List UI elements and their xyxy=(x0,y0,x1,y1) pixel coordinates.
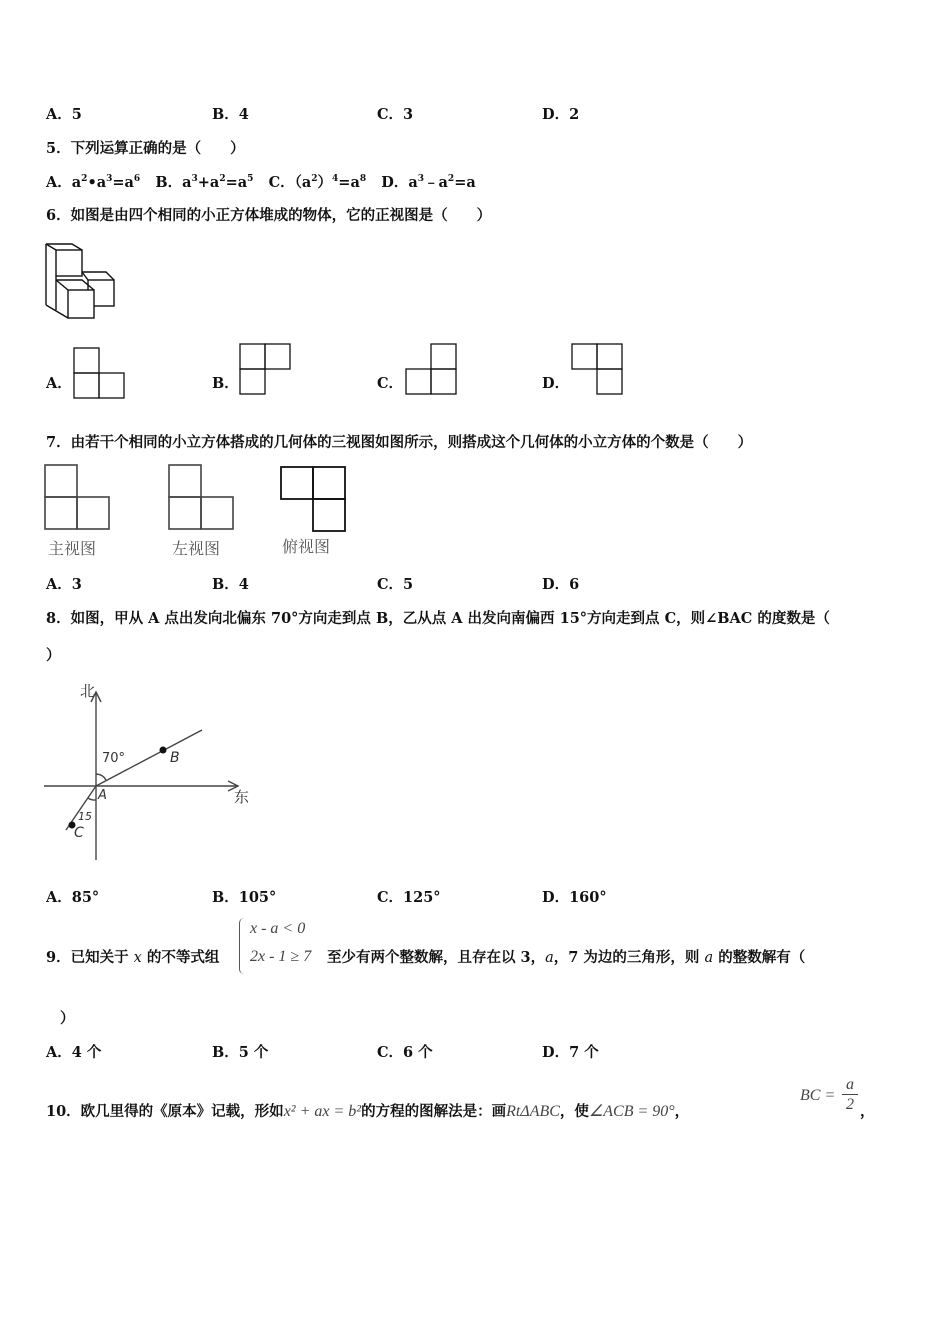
q5-option-c-label: C． xyxy=(268,174,295,191)
q6-option-d-label: D． xyxy=(542,375,570,392)
q10-end-comma: ， xyxy=(860,1103,875,1120)
q4-option-b: B．4 xyxy=(212,106,249,123)
point-a-label: A xyxy=(98,788,107,803)
q9-option-d: D．7 个 xyxy=(542,1044,599,1061)
q7-top-view-label: 俯视图 xyxy=(282,537,331,556)
q7-option-c: C．5 xyxy=(377,576,414,593)
q6-option-b-label: B． xyxy=(212,375,239,392)
q5-option-a: $a^2•a^3=a^6$ xyxy=(71,174,141,191)
q6-option-a-figure xyxy=(72,346,128,400)
q4-option-d: D．2 xyxy=(542,106,580,123)
q4-option-c: C．3 xyxy=(377,106,414,123)
q9-option-b: B．5 个 xyxy=(212,1044,269,1061)
q7-left-view-label: 左视图 xyxy=(172,539,221,558)
q6-option-a-label: A． xyxy=(46,375,72,392)
q5-options xyxy=(46,171,476,192)
q8-stem: 8．如图，甲从 A 点出发向北偏东 70°方向走到点 B，乙从点 A 出发向南偏西 15°方向走到点 C，则∠BAC 的度数是（ xyxy=(46,610,830,627)
q5-option-d-label: D． xyxy=(381,174,409,191)
q10-equation: x² + ax = b² xyxy=(283,1103,362,1120)
q9-inequality-2: 2x - 1 ≥ 7 xyxy=(250,948,312,965)
q9-option-c: C．6 个 xyxy=(377,1044,433,1061)
q9-option-a: A．4 个 xyxy=(46,1044,102,1061)
q7-top-view xyxy=(278,464,350,536)
q5-option-a-label: A． xyxy=(46,174,72,191)
q9-stem-continued: ） xyxy=(60,1010,75,1027)
q9-stem-end: 至少有两个整数解，且存在以 3，a，7 为边的三角形，则 a 的整数解有（ xyxy=(327,949,806,966)
q5-stem: 5．下列运算正确的是（ ） xyxy=(46,140,245,157)
q7-option-a: A．3 xyxy=(46,576,82,593)
q8-option-a: A．85° xyxy=(46,889,100,906)
q10-bc-label: BC = xyxy=(800,1087,836,1104)
angle-15-arc xyxy=(88,798,96,800)
q6-option-d-figure xyxy=(570,342,626,396)
q5-option-b: $a^3+a^2=a^5$ xyxy=(182,174,254,191)
point-b xyxy=(160,747,167,754)
q8-option-d: D．160° xyxy=(542,889,607,906)
q5-option-c: $(a^2)^4=a^8$ xyxy=(294,174,367,191)
q9-var-x: x xyxy=(133,950,142,966)
q4-option-a: A．5 xyxy=(46,106,82,123)
q7-option-d: D．6 xyxy=(542,576,580,593)
q7-option-b: B．4 xyxy=(212,576,249,593)
q8-direction-figure xyxy=(42,680,262,865)
q7-front-view-label: 主视图 xyxy=(48,539,97,558)
q5-option-b-label: B． xyxy=(155,174,183,191)
q7-stem: 7．由若干个相同的小立方体搭成的几何体的三视图如图所示，则搭成这个几何体的小立方体的个数是（ ） xyxy=(46,434,753,451)
q9-stem-start: 9．已知关于 x 的不等式组 xyxy=(46,949,220,966)
q8-option-c: C．125° xyxy=(377,889,441,906)
q6-option-b-figure xyxy=(238,342,294,396)
q7-front-view xyxy=(42,462,114,534)
point-c-label: C xyxy=(74,825,84,841)
q10-triangle: RtΔABC xyxy=(506,1103,560,1120)
q8-stem-continued: ） xyxy=(46,647,61,664)
north-label: 北 xyxy=(80,682,96,700)
point-b-label: B xyxy=(170,750,180,766)
q6-option-c-figure xyxy=(404,342,460,396)
q8-option-b: B．105° xyxy=(212,889,277,906)
q9-brace xyxy=(239,918,244,974)
q6-stem: 6．如图是由四个相同的小正方体堆成的物体，它的正视图是（ ） xyxy=(46,207,492,224)
q9-inequality-1: x - a < 0 xyxy=(250,920,306,937)
q7-left-view xyxy=(166,462,238,534)
q10-fraction: a 2 xyxy=(842,1076,858,1115)
angle-70-arc xyxy=(96,774,106,780)
q6-cube-stack-figure xyxy=(42,240,122,325)
angle-15-label: 15 xyxy=(78,810,92,823)
q6-option-c-label: C． xyxy=(377,375,404,392)
q10-stem: 10．欧几里得的《原本》记载，形如x² + ax = b²的方程的图解法是：画RtΔABC，使∠ACB = 90°， xyxy=(46,1103,690,1120)
angle-70-label: 70° xyxy=(102,751,126,766)
q5-option-d: $a^3﹣a^2=a$ xyxy=(408,174,476,191)
east-label: 东 xyxy=(234,788,250,806)
q10-angle: ∠ACB = 90° xyxy=(588,1103,675,1120)
